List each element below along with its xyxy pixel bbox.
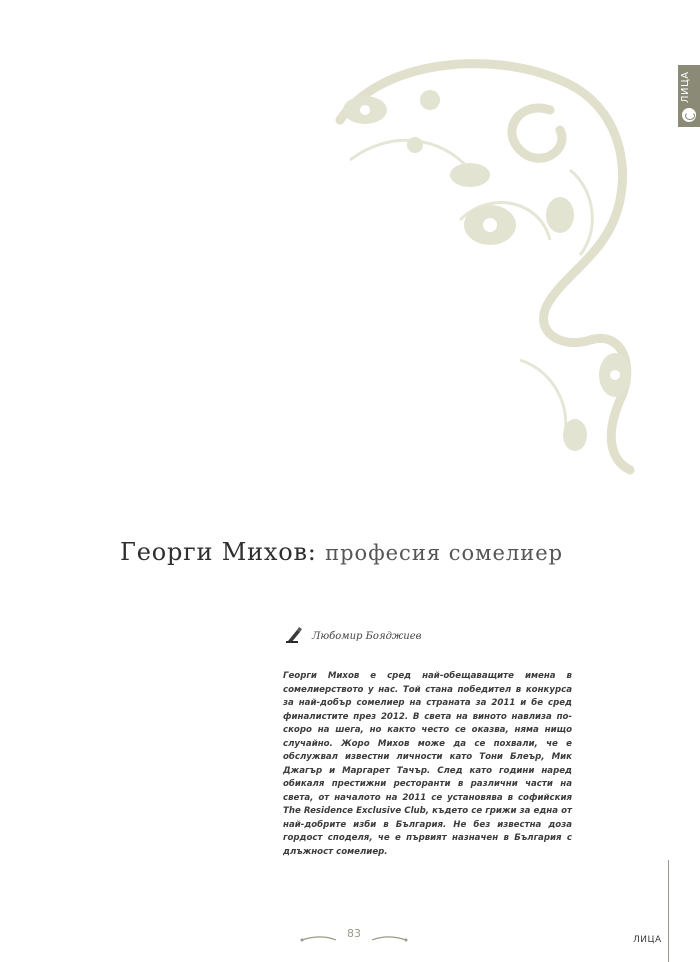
author-name: Любомир Бояджиев	[312, 631, 422, 642]
section-circle-icon	[682, 108, 696, 122]
article-body: Георги Михов е сред най-обещаващите имена в сомелиерството у нас. Той стана победител в конкурса за най-добър сомелиер на страната за 2011 и бе сред финалистите през 2012. В света на виното навлиза по-скоро на шега, но както често се оказва, няма нищо случайно. Жоро Михов може да се похвали, че е обслужвал известни личности като Тони Блеър, Мик Джагър и Маргарет Тачър. След като години наред обикаля престижни ресторанти в различни части на света, от началото на 2011 се установява в софийския The Residence Exclusive Club, където се грижи за една от най-добрите изби в България. Не без известна доза гордост споделя, че е първият назначен в България с длъжност сомелиер.	[283, 671, 572, 857]
article-title-subtitle: професия сомелиер	[325, 541, 564, 565]
floral-scroll-ornament	[320, 40, 650, 480]
section-tab-label: ЛИЦА	[680, 71, 691, 103]
page-number: 83	[347, 927, 361, 940]
footer-vertical-rule	[668, 860, 669, 962]
article-title	[120, 538, 620, 566]
section-tab	[678, 65, 700, 127]
pen-writing-icon	[285, 626, 305, 644]
article-title-name: Георги Михов:	[120, 538, 317, 566]
footer-section-label: ЛИЦА	[633, 935, 662, 945]
